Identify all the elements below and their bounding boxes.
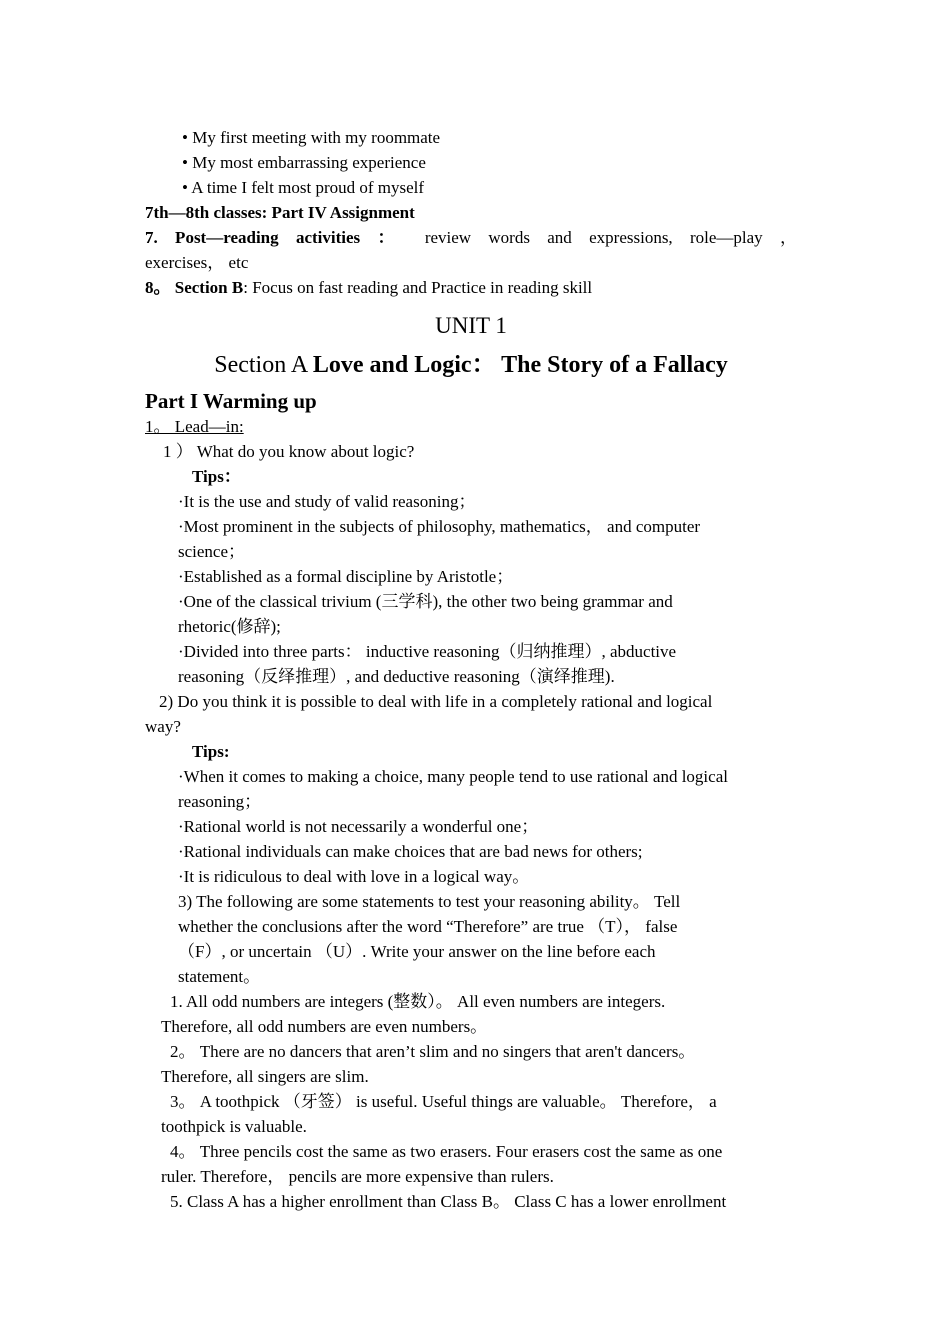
item-8-num: 8。 [145,278,171,297]
tip-line: ·It is the use and study of valid reasoning； [178,492,476,511]
unit-title: UNIT 1 [435,313,507,338]
tip-line: ·Divided into three parts： inductive reasoning（归纳推理）, abductive [178,642,677,661]
item-8-text: : Focus on fast reading and Practice in reading skill [243,278,593,297]
question-2: 2) Do you think it is possible to deal with life in a completely rational and logical [159,692,713,711]
question-3-line: （F）, or uncertain （U）. Write your answer on the line before each [178,942,656,961]
tip-line: ·Most prominent in the subjects of philosophy, mathematics， and computer [178,517,701,536]
statement-line: Therefore, all odd numbers are even numbers。 [161,1017,488,1036]
part-heading: Part I Warming up [145,389,317,413]
statement-line: 5. Class A has a higher enrollment than Class B。 Class C has a lower enrollment [170,1192,727,1211]
classes-heading: 7th—8th classes: Part IV Assignment [145,203,415,222]
bullet-item: • My first meeting with my roommate [182,128,441,147]
question-3-line: whether the conclusions after the word “Therefore” are true （T）， false [178,917,678,936]
statement-line: 3。 A toothpick （牙签） is useful. Useful things are valuable。 Therefore， a [170,1092,717,1111]
document-page [145,125,797,1214]
tips-label: Tips: [192,742,230,761]
tip-line: reasoning（反绎推理）, and deductive reasoning（演绎推理). [178,667,615,686]
section-title-bold: Love and Logic： The Story of a Fallacy [312,352,728,378]
question-2-cont: way? [145,717,181,736]
bullet-item: • My most embarrassing experience [182,153,426,172]
section-title [145,350,797,380]
item-7-label: 7. Post—reading activities ： [145,228,408,247]
tip-line: ·When it comes to making a choice, many people tend to use rational and logical [178,767,728,786]
tip-line: ·One of the classical trivium (三学科), the other two being grammar and [178,592,673,611]
tip-line: ·It is ridiculous to deal with love in a logical way。 [178,867,530,886]
statement-line: toothpick is valuable. [161,1117,307,1136]
lead-in-heading: 1。 Lead—in: [145,417,244,436]
item-8 [145,275,797,300]
statement-line: 1. All odd numbers are integers (整数）。 All even numbers are integers. [170,992,666,1011]
item-7-text: review words and expressions, role—play ， [424,228,797,247]
question-1: 1 ） What do you know about logic? [163,442,415,461]
statement-line: Therefore, all singers are slim. [161,1067,369,1086]
item-7-line1 [145,225,797,250]
tip-line: ·Established as a formal discipline by Aristotle； [178,567,514,586]
statement-line: 4。 Three pencils cost the same as two erasers. Four erasers cost the same as one [170,1142,723,1161]
bullet-item: • A time I felt most proud of myself [182,178,425,197]
tip-line: ·Rational individuals can make choices that are bad news for others; [178,842,643,861]
item-7-line2: exercises， etc [145,253,249,272]
question-3-line: statement。 [178,967,261,986]
tips-label: Tips： [192,467,241,486]
question-3-line: 3) The following are some statements to test your reasoning ability。 Tell [178,892,681,911]
tip-line: rhetoric(修辞); [178,617,281,636]
section-title-prefix: Section A [214,352,307,378]
statement-line: ruler. Therefore， pencils are more expensive than rulers. [161,1167,554,1186]
statement-line: 2。 There are no dancers that aren’t slim and no singers that aren't dancers。 [170,1042,696,1061]
tip-line: ·Rational world is not necessarily a wonderful one； [178,817,539,836]
tip-line: science； [178,542,246,561]
item-8-label: Section B [174,278,244,297]
tip-line: reasoning； [178,792,262,811]
